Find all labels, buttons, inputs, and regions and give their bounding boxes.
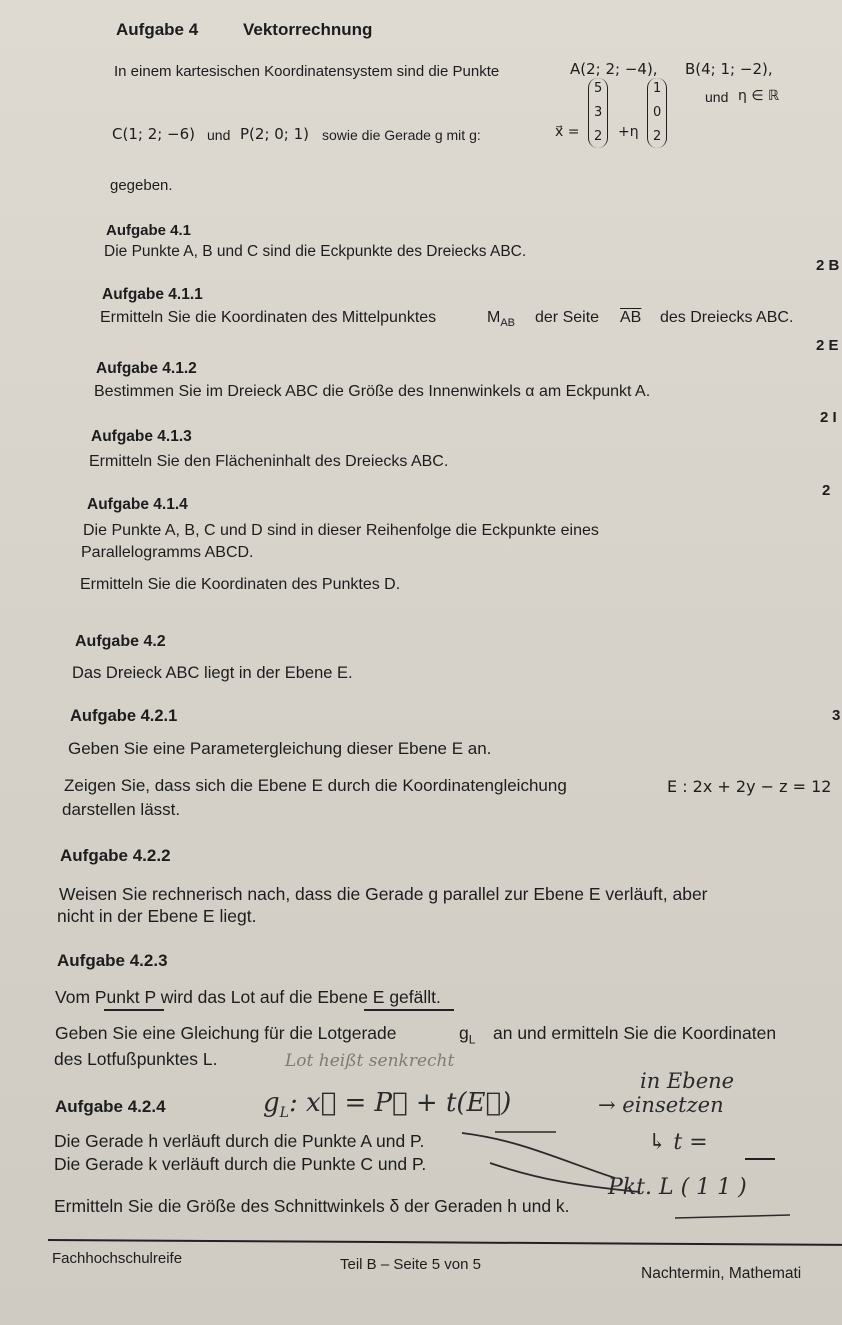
coordinate-equation: E : 2x + 2y − z = 12: [667, 777, 832, 796]
task-4-1-2-text: Bestimmen Sie im Dreieck ABC die Größe des Innenwinkels α am Eckpunkt A.: [94, 383, 651, 400]
support-x: 5: [594, 81, 603, 96]
task-4-1-label: Aufgabe 4.1: [106, 222, 192, 239]
task-4-2-2-text-2: nicht in der Ebene E liegt.: [57, 906, 257, 926]
note-t-equals: ↳ t =: [648, 1130, 708, 1155]
footer-right: Nachtermin, Mathemati: [641, 1265, 802, 1282]
support-z: 2: [594, 129, 603, 144]
task-4-1-2-label: Aufgabe 4.1.2: [96, 360, 197, 377]
and-text-2: und: [705, 89, 729, 105]
line-g-text: sowie die Gerade g mit g:: [322, 127, 481, 143]
task-4-1-4-text-2: Parallelogramms ABCD.: [81, 544, 254, 561]
lotgerade-sub: L: [468, 1032, 476, 1047]
midpoint-m-sub: AB: [500, 317, 516, 330]
task-4-2-3-text-2b: an und ermitteln Sie die Koordinaten: [493, 1023, 777, 1043]
point-p: P(2; 0; 1): [240, 125, 310, 143]
points-4-1-2: 2 I: [820, 409, 837, 426]
direction-y: 0: [653, 105, 662, 120]
task-4-1-4-text-1: Die Punkte A, B, C und D sind in dieser Reihenfolge die Eckpunkte eines: [83, 522, 599, 539]
task-4-1-1-text-c: des Dreiecks ABC.: [660, 309, 794, 326]
footer-left: Fachhochschulreife: [52, 1250, 183, 1267]
note-g: g: [263, 1088, 280, 1118]
task-4-1-4-text-3: Ermitteln Sie die Koordinaten des Punktes D.: [80, 576, 401, 593]
direction-x: 1: [653, 81, 662, 96]
points-4-1-4: 2: [822, 482, 831, 499]
points-4-1-1: 2 E: [816, 337, 839, 354]
task-title: Vektorrechnung: [243, 20, 373, 39]
segment-ab: $\overline{AB}$: [620, 309, 642, 326]
task-4-2-3-text-3: des Lotfußpunktes L.: [54, 1049, 218, 1069]
task-4-2-2-text-1: Weisen Sie rechnerisch nach, dass die Gerade g parallel zur Ebene E verläuft, aber: [59, 884, 708, 904]
task-4-2-1-text-1: Geben Sie eine Parametergleichung dieser Ebene E an.: [68, 739, 492, 758]
note-curve-2: [490, 1163, 640, 1192]
task-4-2-4-label: Aufgabe 4.2.4: [55, 1097, 166, 1116]
task-4-2-label: Aufgabe 4.2: [75, 633, 166, 650]
given-text: gegeben.: [110, 177, 173, 194]
note-eq-rest: : x⃗ = P⃗ + t(E⃗): [288, 1088, 512, 1118]
task-4-2-1-text-2: Zeigen Sie, dass sich die Ebene E durch die Koordinatengleichung: [64, 776, 567, 795]
points-4-2-1: 3: [832, 707, 841, 724]
and-text: und: [207, 127, 231, 143]
lotgerade-g: g: [459, 1023, 469, 1043]
footer-center: Teil B – Seite 5 von 5: [340, 1256, 481, 1273]
note-pkt-l: Pkt. L ( 1 1 ): [608, 1175, 747, 1200]
point-c: C(1; 2; −6): [112, 125, 196, 143]
task-4-2-1-text-3: darstellen lässt.: [62, 800, 181, 819]
support-y: 3: [594, 105, 603, 120]
midpoint-m-letter: M: [487, 309, 501, 326]
point-a: A(2; 2; −4),: [570, 60, 658, 78]
task-4-1-4-label: Aufgabe 4.1.4: [87, 496, 188, 513]
task-4-1-1-text-b: der Seite: [535, 309, 600, 326]
points-4-1: 2 B: [816, 257, 840, 274]
task-4-2-3-text-1: Vom Punkt P wird das Lot auf die Ebene E gefällt.: [55, 987, 441, 1007]
task-4-2-3-label: Aufgabe 4.2.3: [57, 951, 168, 970]
task-number: Aufgabe 4: [116, 20, 199, 39]
task-4-1-1-label: Aufgabe 4.1.1: [102, 286, 203, 303]
task-4-2-3-text-2a: Geben Sie eine Gleichung für die Lotgerade: [55, 1023, 397, 1043]
note-lot-senkrecht: Lot heißt senkrecht: [285, 1051, 455, 1071]
task-4-2-4-text-1: Die Gerade h verläuft durch die Punkte A und P.: [54, 1131, 425, 1151]
intro-text: In einem kartesischen Koordinatensystem sind die Punkte: [114, 63, 500, 80]
task-4-1-3-text: Ermitteln Sie den Flächeninhalt des Dreiecks ABC.: [89, 453, 449, 470]
direction-z: 2: [653, 129, 662, 144]
note-underline-2: [675, 1215, 790, 1218]
task-4-1-3-label: Aufgabe 4.1.3: [91, 428, 192, 445]
task-4-2-4-text-2: Die Gerade k verläuft durch die Punkte C und P.: [54, 1154, 427, 1174]
task-4-2-text: Das Dreieck ABC liegt in der Ebene E.: [72, 664, 353, 682]
note-curve-1: [462, 1133, 615, 1178]
note-einsetzen: → einsetzen: [598, 1093, 724, 1117]
plus-eta: +η: [618, 124, 639, 140]
task-4-1-text: Die Punkte A, B und C sind die Eckpunkte des Dreiecks ABC.: [104, 243, 527, 260]
task-4-2-1-label: Aufgabe 4.2.1: [70, 707, 178, 725]
note-in-ebene: in Ebene: [640, 1069, 735, 1093]
note-g-sub: L: [279, 1105, 289, 1122]
task-4-2-2-label: Aufgabe 4.2.2: [60, 846, 171, 865]
eta-domain: η ∈ ℝ: [738, 88, 780, 104]
task-4-1-1-text-a: Ermitteln Sie die Koordinaten des Mittelpunktes: [100, 309, 437, 326]
vector-x: x⃗ =: [555, 124, 580, 140]
point-b: B(4; 1; −2),: [685, 60, 773, 78]
task-4-2-4-text-3: Ermitteln Sie die Größe des Schnittwinkels δ der Geraden h und k.: [54, 1196, 570, 1216]
